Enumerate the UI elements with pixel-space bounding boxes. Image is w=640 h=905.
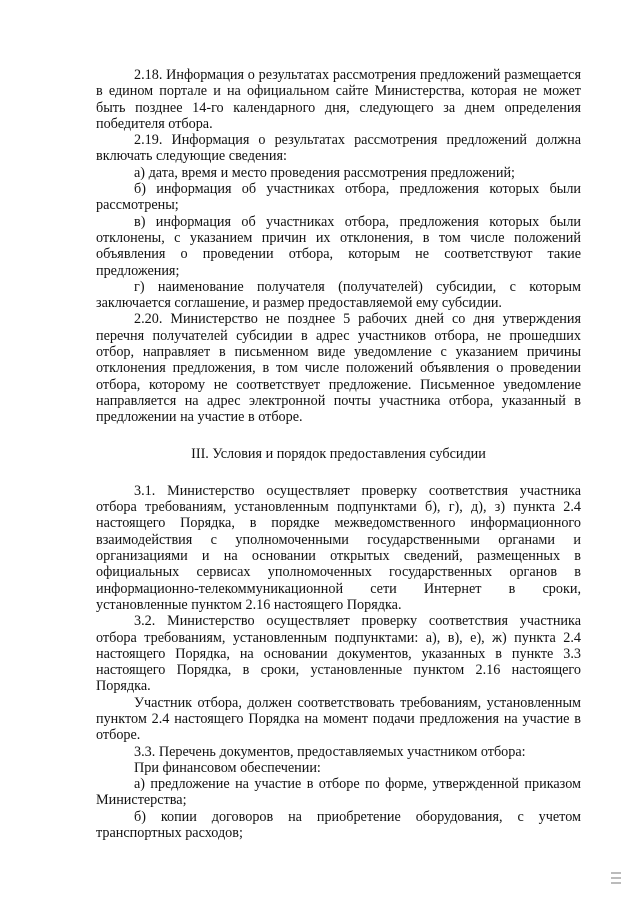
list-item-g: г) наименование получателя (получателей) субсидии, с которым заключается соглашение, и размер предоставляемой ему субсидии.	[96, 278, 581, 312]
document-page	[96, 67, 581, 841]
paragraph-3-3: 3.3. Перечень документов, предоставляемых участником отбора:	[134, 743, 526, 760]
doc-item-b: б) копии договоров на приобретение оборудования, с учетом транспортных расходов;	[96, 808, 581, 842]
paragraph-3-2: 3.2. Министерство осуществляет проверку соответствия участника отбора требованиям, установленным подпунктами: а), в), е), ж) пункта 2.4 настоящего Порядка, на основании документов, указанных в пункте 3.3 настоящего Порядка, в сроки, установленные пунктом 2.16 настоящего Порядка.	[96, 613, 581, 695]
section-heading: III. Условия и порядок предоставления субсидии	[191, 445, 486, 462]
paragraph-3-1: 3.1. Министерство осуществляет проверку соответствия участника отбора требованиям, установленным подпунктами б), г), д), з) пункта 2.4 настоящего Порядка, в порядке межведомственного информационного взаимодействия с уполномоченными государственными органами и организациями и на основании открытых сведений, размещенных в официальных сервисах уполномоченных государственных органов в информационно-телекоммуникационной сети Интернет в сроки, установленные пунктом 2.16 настоящего Порядка.	[96, 482, 581, 613]
doc-item-a: а) предложение на участие в отборе по форме, утвержденной приказом Министерства;	[96, 776, 581, 809]
paragraph-2-18: 2.18. Информация о результатах рассмотрения предложений размещается в едином портале и на официальном сайте Министерства, которая не может быть позднее 14-го календарного дня, следующего за днем определения победителя отбора.	[96, 67, 581, 132]
paragraph-2-19: 2.19. Информация о результатах рассмотрения предложений должна включать следующие сведения:	[96, 132, 581, 165]
list-item-v: в) информация об участниках отбора, предложения которых были отклонены, с указанием причин их отклонения, в том числе положений объявления о проведении отбора, которым не соответствуют такие предложения;	[96, 213, 581, 279]
paragraph-financing: При финансовом обеспечении:	[134, 759, 321, 776]
paragraph-participant: Участник отбора, должен соответствовать требованиям, установленным пунктом 2.4 настоящего Порядка на момент подачи предложения на участие в отборе.	[96, 694, 581, 744]
list-item-a: а) дата, время и место проведения рассмотрения предложений;	[134, 164, 515, 181]
scan-mark-icon	[611, 872, 621, 890]
list-item-b: б) информация об участниках отбора, предложения которых были рассмотрены;	[96, 181, 581, 214]
paragraph-2-20: 2.20. Министерство не позднее 5 рабочих дней со дня утверждения перечня получателей субсидии в адрес участников отбора, не прошедших отбор, направляет в письменном виде уведомление с указанием причины отклонения предложения, в том числе положений объявления о проведении отбора, которому не соответствует предложение. Письменное уведомление направляется на адрес электронной почты участника отбора, указанный в предложении на участие в отборе.	[96, 311, 581, 426]
